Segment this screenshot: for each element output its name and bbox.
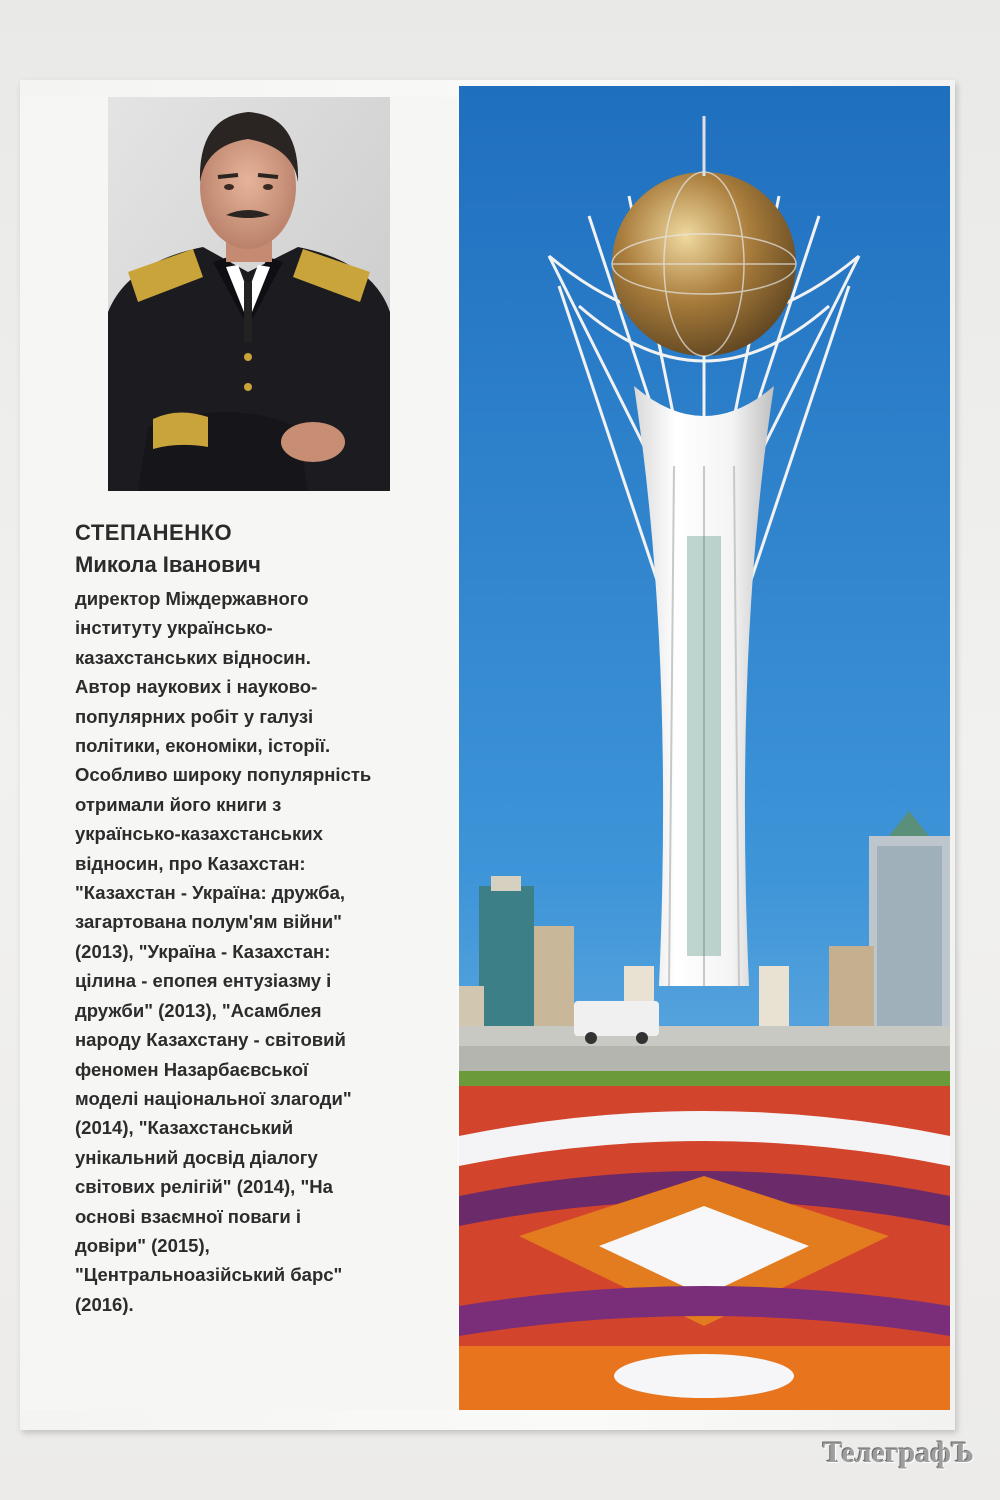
watermark-logo: ТелеграфЪ: [822, 1436, 974, 1469]
bio-line: народу Казахстану - світовий: [75, 1029, 346, 1051]
bio-line: цілина - епопея ентузіазму і: [75, 970, 332, 992]
bio-line: (2013), "Україна - Казахстан:: [75, 940, 331, 962]
biography-body: [75, 584, 455, 1319]
bio-line: популярних робіт у галузі: [75, 705, 314, 727]
bio-line: Автор наукових і науково-: [75, 676, 318, 698]
bio-line: світових релігій" (2014), "На: [75, 1176, 333, 1198]
bio-line: довіри" (2015),: [75, 1234, 210, 1256]
bio-line: "Казахстан - Україна: дружба,: [75, 882, 346, 904]
portrait-photo: [108, 97, 390, 491]
bio-line: загартована полум'ям війни": [75, 911, 342, 933]
bio-line: директор Міждержавного: [75, 588, 309, 609]
bio-line: інституту українсько-: [75, 617, 273, 639]
bio-line: основі взаємної поваги і: [75, 1205, 302, 1227]
tower-illustration: [459, 86, 950, 1410]
portrait-illustration: [108, 97, 390, 491]
bio-line: (2014), "Казахстанський: [75, 1117, 294, 1139]
bio-line: Особливо широку популярність: [75, 764, 372, 786]
bio-line: дружби" (2013), "Асамблея: [75, 999, 322, 1021]
bio-line: "Центральноазійський барс": [75, 1264, 343, 1286]
bio-line: отримали його книги з: [75, 793, 282, 815]
bio-line: казахстанських відносин.: [75, 646, 311, 668]
surname-heading: СТЕПАНЕНКО: [75, 520, 233, 545]
biography-text: [75, 520, 455, 1319]
bio-line: політики, економіки, історії.: [75, 735, 331, 757]
bio-line: моделі національної злагоди": [75, 1087, 352, 1109]
bio-line: (2016).: [75, 1293, 134, 1315]
bio-line: унікальний досвід діалогу: [75, 1146, 318, 1168]
bio-line: феномен Назарбаєвської: [75, 1058, 309, 1080]
bio-line: українсько-казахстанських: [75, 823, 323, 845]
given-name-heading: Микола Іванович: [75, 552, 261, 577]
bayterek-tower-photo: [459, 86, 950, 1410]
bio-line: відносин, про Казахстан:: [75, 852, 306, 874]
